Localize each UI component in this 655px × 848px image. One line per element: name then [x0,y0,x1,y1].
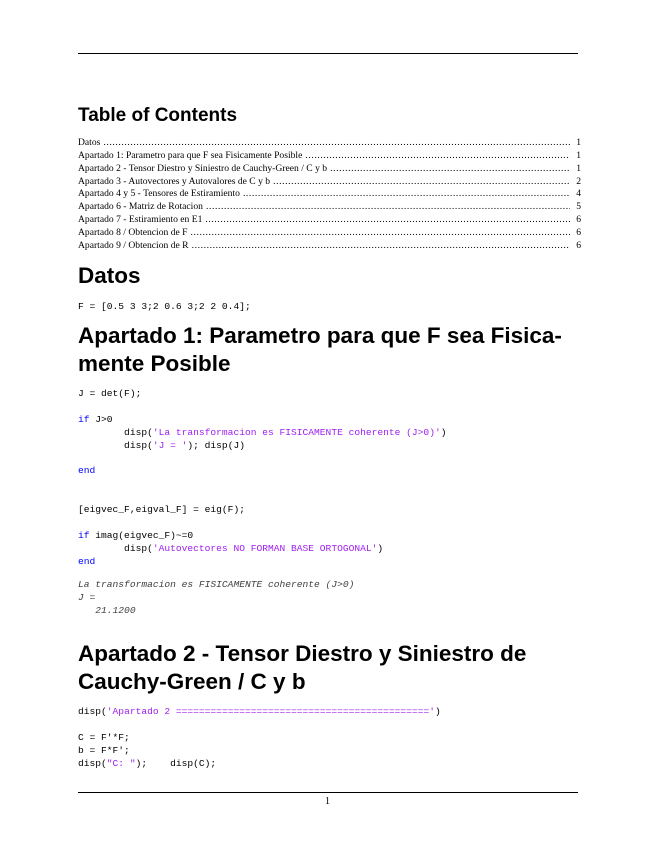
code-fragment: disp( [78,426,153,438]
code-block-datos [78,301,251,314]
code-fragment: disp( [78,757,107,769]
code-line: b = F*F'; [78,744,130,756]
toc-entry-label: Apartado 3 - Autovectores y Autovalores de C y b [78,175,271,187]
toc-leader-dots [206,201,570,214]
toc-entry[interactable] [78,163,581,176]
toc-entry[interactable] [78,137,581,150]
code-line: F = [0.5 3 3;2 0.6 3;2 2 0.4]; [78,301,251,312]
toc-entry[interactable] [78,227,581,240]
toc-entry-label: Apartado 7 - Estiramiento en E1 [78,214,203,226]
code-fragment: ) [440,426,447,438]
toc-leader-dots [330,163,570,176]
string-literal: 'La transformacion es FISICAMENTE coherente (J>0)' [152,426,441,438]
toc-entry-label: Datos [78,137,101,148]
toc-entry-page: 1 [576,149,581,161]
string-literal: 'Autovectores NO FORMAN BASE ORTOGONAL' [152,542,378,554]
code-fragment: ) [377,542,384,554]
string-literal: 'Apartado 2 ============================================' [106,706,435,717]
code-fragment: disp( [78,542,153,554]
toc-entry-page: 5 [576,201,581,213]
toc-entry[interactable] [78,176,581,189]
toc-leader-dots [273,176,570,189]
code-fragment: disp( [78,706,107,717]
toc-entry-label: Apartado 6 - Matriz de Rotacion [78,201,203,213]
toc-entry-label: Apartado 4 y 5 - Tensores de Estiramiento [78,188,240,200]
toc-leader-dots [243,188,570,201]
toc-entry-page: 6 [576,239,581,251]
code-line: C = F'*F; [78,731,130,743]
header-rule [78,53,578,54]
section-heading-apartado-2 [78,640,578,696]
code-line: imag(eigvec_F)~=0 [89,529,194,541]
toc-entry-page: 6 [576,214,581,226]
toc-leader-dots [192,240,570,253]
heading-line: Apartado 2 - Tensor Diestro y Siniestro de [78,641,527,666]
section-heading-datos: Datos [78,263,141,288]
heading-line: Cauchy-Green / C y b [78,669,306,694]
toc-entry-label: Apartado 1: Parametro para que F sea Fisicamente Posible [78,149,303,161]
output-line: La transformacion es FISICAMENTE coherente (J>0) [78,579,355,590]
keyword-end: end [78,555,96,567]
footer-rule [78,792,578,793]
page-number: 1 [325,796,330,807]
heading-line: Apartado 1: Parametro para que F sea Fisica- [78,323,562,348]
toc-entry[interactable] [78,150,581,163]
code-fragment: ); disp(C); [135,757,217,769]
keyword-if: if [78,529,90,541]
toc-entry-page: 1 [576,137,581,148]
toc-entry-page: 6 [576,226,581,238]
code-block-apartado-1 [78,388,446,569]
code-fragment: disp( [78,439,153,451]
toc-entry-label: Apartado 8 / Obtencion de F [78,226,188,238]
output-line: 21.1200 [78,604,136,616]
section-heading-apartado-1 [78,322,578,378]
keyword-end: end [78,465,96,477]
toc-entry-page: 2 [576,175,581,187]
code-line: J>0 [89,413,113,425]
toc-leader-dots [205,214,570,227]
string-literal: 'J = ' [152,439,188,451]
code-line: J = det(F); [78,388,142,399]
string-literal: "C: " [106,757,136,769]
toc-entry-label: Apartado 2 - Tensor Diestro y Siniestro de Cauchy-Green / C y b [78,162,328,174]
code-line: [eigvec_F,eigval_F] = eig(F); [78,504,245,516]
output-block-apartado-1 [78,579,354,618]
code-block-apartado-2 [78,706,441,771]
code-fragment: ); disp(J) [187,439,245,451]
toc-entry-label: Apartado 9 / Obtencion de R [78,239,189,251]
toc-entry[interactable] [78,188,581,201]
output-line: J = [78,591,96,603]
toc-entry[interactable] [78,214,581,227]
code-fragment: ) [434,706,441,717]
toc-entry-page: 1 [576,162,581,174]
keyword-if: if [78,413,90,425]
toc-entry[interactable] [78,240,581,253]
toc-title: Table of Contents [78,105,238,126]
toc-leader-dots [103,137,570,150]
toc-leader-dots [305,150,570,163]
toc-entry-page: 4 [576,188,581,200]
heading-line: mente Posible [78,351,231,376]
toc-leader-dots [191,227,570,240]
table-of-contents [78,137,581,253]
toc-entry[interactable] [78,201,581,214]
